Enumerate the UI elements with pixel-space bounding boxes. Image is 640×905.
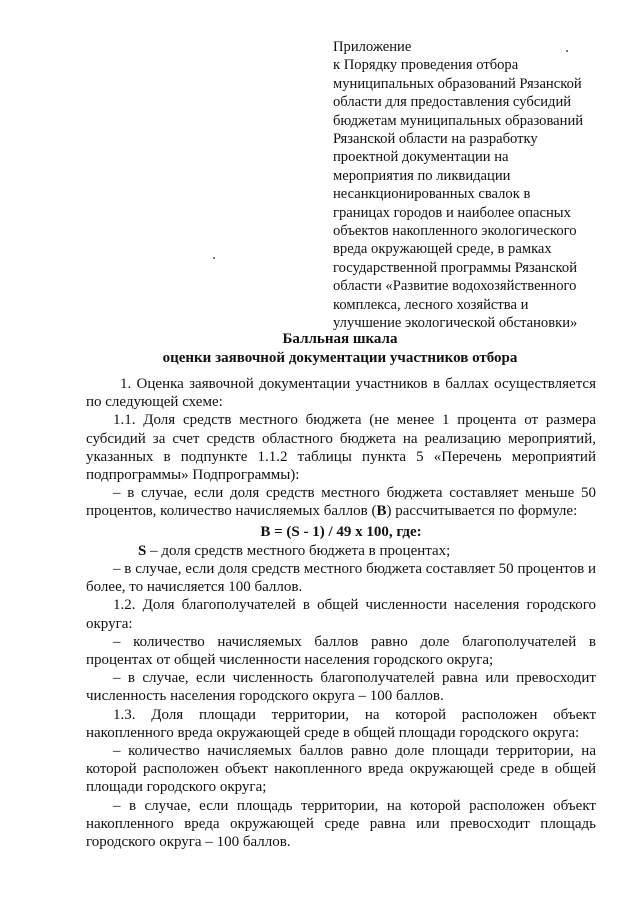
- paragraph-1: 1. Оценка заявочной документации участников в баллах осуществляется по следующей схеме:: [86, 376, 596, 411]
- symbol-b: B: [376, 503, 387, 520]
- title-line-1: Балльная шкала: [282, 331, 398, 347]
- appendix-line: несанкционированных свалок в: [333, 186, 531, 203]
- paragraph-area-max: – в случае, если площадь территории, на которой расположен объект накопленного вреда окружающей среде равна или превосходит площадь городского округа – 100 баллов.: [86, 797, 596, 851]
- appendix-line: проектной документации на: [333, 149, 509, 166]
- appendix-line: области «Развитие водохозяйственного: [333, 278, 577, 295]
- appendix-line: комплекса, лесного хозяйства и: [333, 296, 529, 313]
- appendix-line: вреда окружающей среде, в рамках: [333, 241, 552, 258]
- appendix-line: государственной программы Рязанской: [333, 259, 578, 276]
- appendix-line: Рязанской области на разработку: [333, 131, 538, 148]
- text-fragment: – в случае, если доля средств местного бюджета составляет меньше 50 процентов, количество начисляемых баллов (: [86, 485, 596, 520]
- paragraph-1-3: 1.3. Доля площади территории, на которой расположен объект накопленного вреда окружающей среде в общей площади городского округа:: [86, 706, 596, 741]
- paragraph-beneficiaries-share: – количество начисляемых баллов равно доле благополучателей в процентах от общей численности населения городского округа;: [86, 633, 596, 669]
- document-title: [80, 330, 600, 368]
- title-line-2: оценки заявочной документации участников отбора: [162, 350, 518, 366]
- paragraph-1-2: 1.2. Доля благополучателей в общей численности населения городского округа:: [86, 597, 596, 632]
- appendix-line: объектов накопленного экологического: [333, 223, 577, 240]
- symbol-s: S: [138, 542, 147, 559]
- document-body: [86, 375, 596, 851]
- scan-speck: [566, 50, 568, 52]
- appendix-line: мероприятия по ликвидации: [333, 167, 511, 184]
- appendix-line: муниципальных образований Рязанской: [333, 75, 582, 92]
- appendix-line: области для предоставления субсидий: [333, 94, 572, 111]
- scan-speck: [213, 257, 215, 259]
- appendix-line: границах городов и наиболее опасных: [333, 204, 571, 221]
- paragraph-1-1: 1.1. Доля средств местного бюджета (не менее 1 процента от размера субсидий за счет средств областного бюджета на реализацию мероприятий, указанных в подпункте 1.1.2 таблицы пункта 5 «Перечень мероприятий подпрограммы» Подпрограммы):: [86, 412, 596, 484]
- formula-definition: [86, 542, 596, 560]
- paragraph-beneficiaries-max: – в случае, если численность благополучателей равна или превосходит численность населения городского округа – 100 баллов.: [86, 670, 596, 705]
- paragraph-area-share: – количество начисляемых баллов равно доле площади территории, на которой расположен объект накопленного вреда окружающей среде в общей площади городского округа;: [86, 743, 596, 796]
- formula: B = (S - 1) / 49 x 100, где:: [260, 523, 422, 540]
- appendix-header: [333, 38, 623, 333]
- text-fragment: ) рассчитывается по формуле:: [386, 503, 578, 520]
- appendix-line: бюджетам муниципальных образований: [333, 112, 584, 129]
- paragraph-local-budget-more: – в случае, если доля средств местного бюджета составляет 50 процентов и более, то начисляется 100 баллов.: [86, 561, 596, 596]
- appendix-line: улучшение экологической обстановки»: [333, 315, 578, 332]
- paragraph-local-budget-less: [86, 484, 596, 520]
- appendix-line: к Порядку проведения отбора: [333, 57, 519, 74]
- text-fragment: – доля средств местного бюджета в процентах;: [146, 542, 451, 559]
- appendix-line: Приложение: [333, 39, 412, 55]
